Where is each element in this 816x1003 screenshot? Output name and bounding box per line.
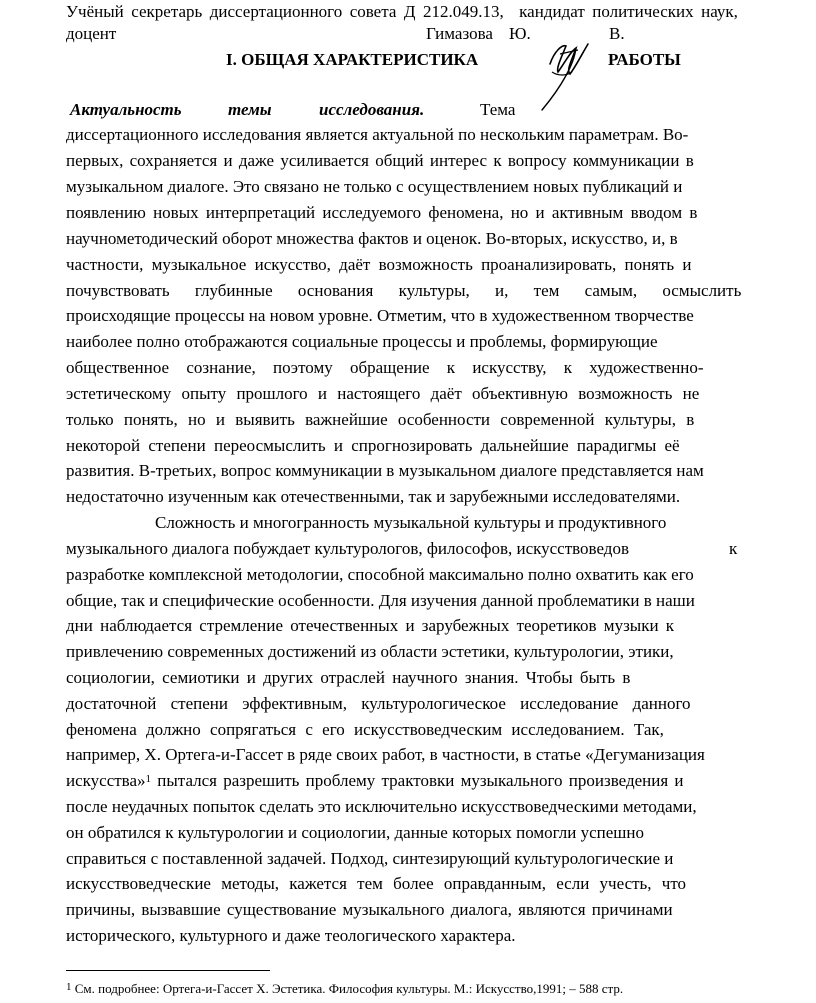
paragraph-line: дни наблюдается стремление отечественных и зарубежных теоретиков музыки к [66,616,675,635]
section-title: I. ОБЩАЯ ХАРАКТЕРИСТИКА [226,50,479,69]
header-word: секретарь [131,2,203,21]
heading-word: темы [228,100,272,119]
paragraph-line: искусствоведческие методы, кажется тем более оправданным, если учесть, что [66,874,687,893]
paragraph-line: достаточной степени эффективным, культурологическое исследование данного [66,694,691,713]
footnote [66,981,623,997]
paragraph-line: причины, вызвавшие существование музыкального диалога, являются причинами [66,900,673,919]
heading-word: Актуальность [70,100,182,119]
header-line-1 [66,2,738,22]
paragraph-line: справиться с поставленной задачей. Подход, синтезирующий культурологические и [66,849,674,868]
paragraph-line: эстетическому опыту прошлого и настоящего даёт объективную возможность не [66,384,700,403]
paragraph-line: научнометодический оборот множества фактов и оценок. Во-вторых, искусство, и, в [66,229,678,248]
paragraph-line: только понять, но и выявить важнейшие особенности современной культуры, в [66,410,695,429]
paragraph-line: например, Х. Ортега-и-Гассет в ряде своих работ, в частности, в статье «Дегуманизация [66,745,705,764]
header-word: 212.049.13, [422,2,504,21]
paragraph-text: пытался разрешить проблему трактовки музыкального произведения и [157,771,684,790]
header-word: наук, [701,2,738,21]
paragraph-word: к [729,539,738,558]
handwritten-signature [532,24,602,114]
paragraph-line: музыкального диалога побуждает культурологов, философов, искусствоведов [66,539,629,558]
footnote-text: См. подробнее: Ортега-и-Гассет Х. Эстетика. Философия культуры. М.: Искусство,1991; – 588 стр. [71,981,624,996]
paragraph-line: общие, так и специфические особенности. Для изучения данной проблематики в наши [66,591,695,610]
footnote-divider [66,970,270,971]
paragraph-line: почувствовать глубинные основания культуры, и, тем самым, осмыслить [66,281,742,300]
paragraph-line: после неудачных попыток сделать это исключительно искусствоведческими методами, [66,797,697,816]
paragraph-line: частности, музыкальное искусство, даёт возможность проанализировать, понять и [66,255,692,274]
header-position: доцент [66,24,117,43]
section-title-end: РАБОТЫ [608,50,681,69]
paragraph-line: привлечению современных достижений из области эстетики, культурологии, этики, [66,642,674,661]
heading-word: исследования. [319,100,425,119]
paragraph-line: феномена должно сопрягаться с его искусствоведческим исследованием. Так, [66,720,664,739]
paragraph-line: первых, сохраняется и даже усиливается общий интерес к вопросу коммуникации в [66,151,694,170]
header-word: Учёный [66,2,124,21]
footnote-reference: 1 [145,773,152,785]
paragraph-line [66,771,684,791]
paragraph-line: некоторой степени переосмыслить и спрогнозировать дальнейшие парадигмы её [66,436,680,455]
header-word: диссертационного [209,2,343,21]
header-word: кандидат [519,2,585,21]
paragraph-line: он обратился к культурологии и социологии, данные которых помогли успешно [66,823,644,842]
header-word: Д [403,2,416,21]
secretary-initial-first: Ю. [509,24,531,43]
paragraph-line: Сложность и многогранность музыкальной культуры и продуктивного [155,513,667,532]
paragraph-line: появлению новых интерпретаций исследуемого феномена, но и активным вводом в [66,203,698,222]
paragraph-word: искусства» [66,771,146,790]
header-word: политических [592,2,694,21]
paragraph-line: происходящие процессы на новом уровне. Отметим, что в художественном творчестве [66,306,694,325]
paragraph-word: Тема [480,100,516,119]
secretary-surname: Гимазова [426,24,493,43]
paragraph-line: общественное сознание, поэтому обращение к искусству, к художественно- [66,358,704,377]
paragraph-line: наиболее полно отображаются социальные процессы и проблемы, формирующие [66,332,658,351]
paragraph-line: диссертационного исследования является актуальной по нескольким параметрам. Во- [66,125,689,144]
secretary-initial-second: В. [609,24,625,43]
paragraph-line: музыкальном диалоге. Это связано не только с осуществлением новых публикаций и [66,177,683,196]
paragraph-line: социологии, семиотики и других отраслей научного знания. Чтобы быть в [66,668,631,687]
paragraph-line: развития. В-третьих, вопрос коммуникации в музыкальном диалоге представляется нам [66,461,704,480]
footnote-mark: 1 [66,981,72,993]
paragraph-line: недостаточно изученным как отечественными, так и зарубежными исследователями. [66,487,681,506]
paragraph-line: исторического, культурного и даже теологического характера. [66,926,516,945]
header-word: совета [349,2,397,21]
paragraph-line: разработке комплексной методологии, способной максимально полно охватить как его [66,565,694,584]
